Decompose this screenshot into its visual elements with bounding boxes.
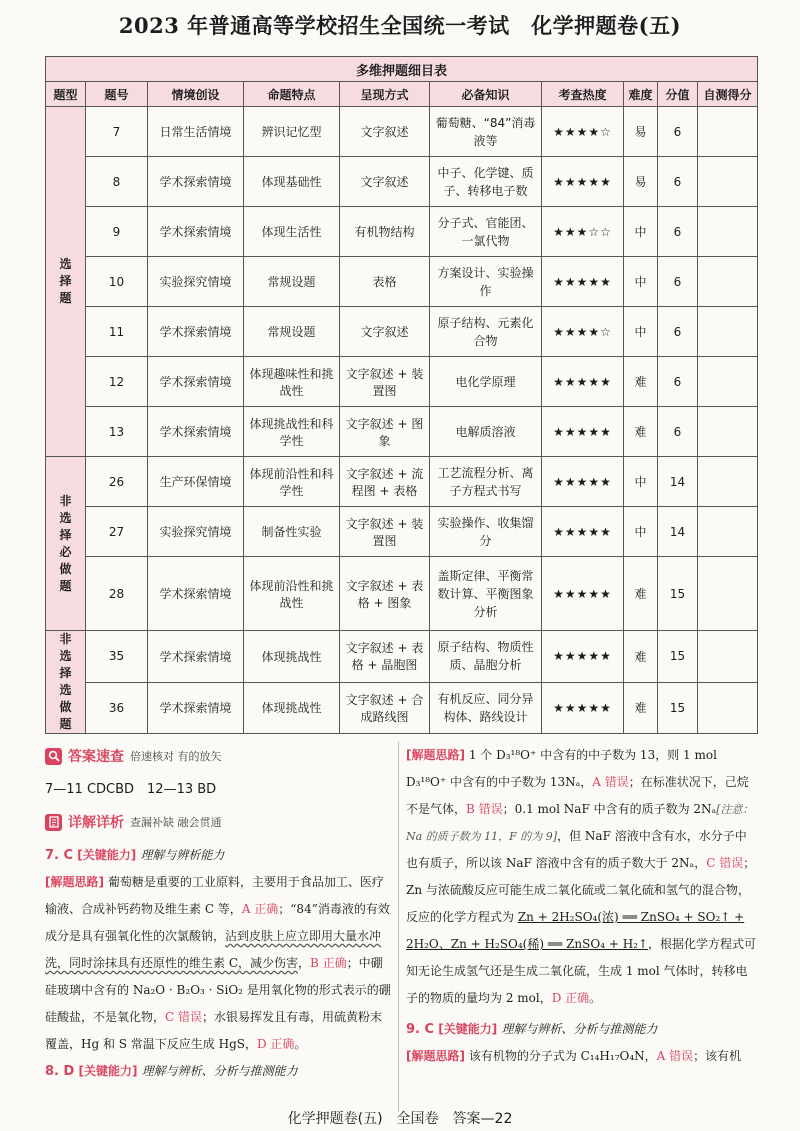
q7-text-1: 葡萄糖是重要的工业原料，主要用于食品加工、医疗输液、合成补钙药物及维生素 C 等，: [45, 875, 384, 916]
q9-heading: [406, 1016, 758, 1043]
knowledge-cell: 葡萄糖、“84”消毒液等: [430, 107, 542, 157]
form-cell: 文字叙述 + 图象: [340, 407, 430, 457]
quick-answer-subtitle: 倍速核对 有的放矢: [130, 750, 222, 763]
heat-stars: ★★★★★: [542, 557, 624, 631]
q7-judge-a: A 正确: [241, 902, 279, 916]
context-cell: 学术探索情境: [148, 207, 244, 257]
feature-cell: 制备性实验: [244, 507, 340, 557]
form-cell: 文字叙述 + 流程图 + 表格: [340, 457, 430, 507]
difficulty-cell: 易: [624, 157, 658, 207]
form-cell: 文字叙述 + 装置图: [340, 357, 430, 407]
q8-number: 8. D: [45, 1064, 75, 1079]
feature-cell: 体现挑战性: [244, 631, 340, 683]
self-score-cell[interactable]: [698, 107, 758, 157]
heat-stars: ★★★☆☆: [542, 207, 624, 257]
score-cell: 6: [658, 307, 698, 357]
feature-cell: 体现挑战性: [244, 682, 340, 734]
self-score-cell[interactable]: [698, 157, 758, 207]
q7-heading: [45, 842, 393, 869]
exam-spec-table: [45, 56, 757, 734]
difficulty-cell: 中: [624, 207, 658, 257]
heat-stars: ★★★★★: [542, 631, 624, 683]
q8-text-2: ；在标准状况下，己烷不是气体，: [406, 775, 749, 816]
table-row: [46, 107, 758, 157]
quick-answer-header: [45, 746, 222, 766]
form-cell: 文字叙述 + 表格 + 图象: [340, 557, 430, 631]
context-cell: 学术探索情境: [148, 682, 244, 734]
difficulty-cell: 难: [624, 357, 658, 407]
q8-heading: [45, 1058, 393, 1085]
heat-stars: ★★★★★: [542, 682, 624, 734]
feature-cell: 体现基础性: [244, 157, 340, 207]
feature-cell: 体现挑战性和科学性: [244, 407, 340, 457]
column-header: 必备知识: [430, 82, 542, 107]
question-type-label: 选择题: [59, 257, 72, 305]
score-cell: 15: [658, 682, 698, 734]
score-cell: 15: [658, 631, 698, 683]
self-score-cell[interactable]: [698, 207, 758, 257]
knowledge-cell: 有机反应、同分异构体、路线设计: [430, 682, 542, 734]
q8-judge-c: C 错误: [706, 856, 744, 870]
score-cell: 6: [658, 157, 698, 207]
q7-judge-b: B 正确: [310, 956, 347, 970]
form-cell: 文字叙述 + 装置图: [340, 507, 430, 557]
table-row: [46, 357, 758, 407]
self-score-cell[interactable]: [698, 682, 758, 734]
q8-note: [注意：Na 的质子数为 11，F 的为 9]: [406, 803, 754, 843]
context-cell: 学术探索情境: [148, 557, 244, 631]
context-cell: 学术探索情境: [148, 357, 244, 407]
q8-end: 。: [589, 991, 602, 1005]
q8-explanation: [406, 742, 758, 1012]
knowledge-cell: 电化学原理: [430, 357, 542, 407]
difficulty-cell: 难: [624, 407, 658, 457]
q9-judge-a: A 错误: [656, 1049, 694, 1063]
q8-judge-d: D 正确: [551, 991, 590, 1005]
question-type-cell: [46, 107, 86, 457]
column-header: 呈现方式: [340, 82, 430, 107]
difficulty-cell: 中: [624, 507, 658, 557]
q7-text-2b: 沾到皮肤上应立即用大量水冲洗，同时涂抹具有还原性的维生素 C，减少伤害: [45, 929, 382, 970]
feature-cell: 体现前沿性和科学性: [244, 457, 340, 507]
q7-text-2: ；“84”消毒液的有效成分是具有强氧化性的次氯酸钠，: [45, 902, 390, 943]
detail-title: 详解详析: [68, 815, 124, 831]
question-number: 28: [86, 557, 148, 631]
difficulty-cell: 难: [624, 557, 658, 631]
q7-explanation: [解题思路] 葡萄糖是重要的工业原料，主要用于食品加工、医疗输液、合成补钙药物及维生素 C 等，A 正确；“84”消毒液的有效成分是具有强氧化性的次氯酸钠，沾到皮肤上应立即用大量水冲洗，同时涂抹具有还原性的维生素 C，减少伤害，B 正确；中硼硅玻璃中含有的 Na₂O · B₂O₃ · SiO₂ 是用氧化物的形式表示的硼硅酸盐，不是氧化物，C 错误；水银易挥发且有毒，用硫黄粉末覆盖，Hg 和 S 常温下反应生成 HgS，D 正确。: [45, 875, 391, 1051]
table-row: [46, 682, 758, 734]
right-column: [406, 742, 758, 1070]
feature-cell: 常规设题: [244, 257, 340, 307]
knowledge-cell: 实验操作、收集馏分: [430, 507, 542, 557]
context-cell: 实验探究情境: [148, 507, 244, 557]
context-cell: 生产环保情境: [148, 457, 244, 507]
q7-solution-tag: [解题思路]: [45, 875, 104, 889]
q7-judge-d: D 正确: [257, 1037, 295, 1051]
score-cell: 6: [658, 207, 698, 257]
q8-judge-b: B 错误: [466, 802, 503, 816]
knowledge-cell: 方案设计、实验操作: [430, 257, 542, 307]
column-header: 题号: [86, 82, 148, 107]
q8-text-6: ，根据化学方程式可知无论生成氢气还是生成二氧化硫，生成 1 mol 气体时，转移电子的物质的量均为 2 mol，: [406, 937, 757, 1005]
quick-answer-title: 答案速查: [68, 749, 124, 765]
context-cell: 学术探索情境: [148, 407, 244, 457]
q7-ability: 理解与辨析能力: [140, 848, 225, 862]
question-number: 26: [86, 457, 148, 507]
column-header: 考查热度: [542, 82, 624, 107]
page-title: 2023 年普通高等学校招生全国统一考试 化学押题卷(五): [118, 13, 682, 38]
form-cell: 文字叙述 + 合成路线图: [340, 682, 430, 734]
q8-solution-tag: [解题思路]: [406, 748, 465, 762]
q8-text-4: ，但 NaF 溶液中含有水，水分子中也有质子，所以该 NaF 溶液中含有的质子数大于 2Nₐ，: [406, 829, 747, 870]
heat-stars: ★★★★★: [542, 507, 624, 557]
table-row: [46, 407, 758, 457]
heat-stars: ★★★★★: [542, 457, 624, 507]
table-row: [46, 207, 758, 257]
knowledge-cell: 盖斯定律、平衡常数计算、平衡图象分析: [430, 557, 542, 631]
form-cell: 有机物结构: [340, 207, 430, 257]
knowledge-cell: 分子式、官能团、一氯代物: [430, 207, 542, 257]
magnifier-icon: [45, 748, 62, 765]
score-cell: 6: [658, 357, 698, 407]
score-cell: 6: [658, 107, 698, 157]
knowledge-cell: 原子结构、物质性质、晶胞分析: [430, 631, 542, 683]
q8-ability-tag: [关键能力]: [78, 1064, 138, 1078]
feature-cell: 体现生活性: [244, 207, 340, 257]
column-header: 命题特点: [244, 82, 340, 107]
question-type-label: 非选择必做题: [59, 493, 72, 593]
column-header: 情境创设: [148, 82, 244, 107]
question-number: 27: [86, 507, 148, 557]
difficulty-cell: 中: [624, 457, 658, 507]
heat-stars: ★★★★★: [542, 157, 624, 207]
heat-stars: ★★★★☆: [542, 107, 624, 157]
table-row: [46, 257, 758, 307]
self-score-cell[interactable]: [698, 507, 758, 557]
q8-text-5: ；Zn 与浓硫酸反应可能生成二氧化硫或二氧化硫和氢气的混合物，反应的化学方程式为: [406, 856, 756, 924]
feature-cell: 辨识记忆型: [244, 107, 340, 157]
q9-explanation: [406, 1043, 758, 1070]
question-number: 35: [86, 631, 148, 683]
form-cell: 文字叙述: [340, 107, 430, 157]
form-cell: 文字叙述: [340, 157, 430, 207]
q8-equations: Zn + 2H₂SO₄(浓) ══ ZnSO₄ + SO₂↑ + 2H₂O、Zn + H₂SO₄(稀) ══ ZnSO₄ + H₂↑: [406, 910, 745, 951]
question-number: 7: [86, 107, 148, 157]
question-number: 12: [86, 357, 148, 407]
q7-text-4: ；水银易挥发且有毒，用硫黄粉末覆盖，Hg 和 S 常温下反应生成 HgS，: [45, 1010, 383, 1051]
table-row: [46, 507, 758, 557]
self-score-cell[interactable]: [698, 257, 758, 307]
q7-end: 。: [294, 1037, 307, 1051]
score-cell: 14: [658, 507, 698, 557]
knowledge-cell: 中子、化学键、质子、转移电子数: [430, 157, 542, 207]
feature-cell: 常规设题: [244, 307, 340, 357]
self-score-cell[interactable]: [698, 457, 758, 507]
column-header: 分值: [658, 82, 698, 107]
question-number: 11: [86, 307, 148, 357]
q8-ability: 理解与辨析、分析与推测能力: [141, 1064, 298, 1078]
knowledge-cell: 原子结构、元素化合物: [430, 307, 542, 357]
score-cell: 6: [658, 407, 698, 457]
column-divider: [398, 742, 399, 1112]
difficulty-cell: 中: [624, 307, 658, 357]
detail-header: [45, 812, 222, 832]
q8-text-1: 1 个 D₃¹⁸O⁺ 中含有的中子数为 13，则 1 mol D₃¹⁸O⁺ 中含有的中子数为 13Nₐ，: [406, 748, 717, 789]
question-number: 13: [86, 407, 148, 457]
knowledge-cell: 电解质溶液: [430, 407, 542, 457]
q7-judge-c: C 错误: [165, 1010, 203, 1024]
self-score-cell[interactable]: [698, 557, 758, 631]
context-cell: 实验探究情境: [148, 257, 244, 307]
q9-text-2: ；该有机: [693, 1049, 742, 1063]
difficulty-cell: 难: [624, 682, 658, 734]
question-number: 36: [86, 682, 148, 734]
question-type-cell: [46, 631, 86, 734]
score-cell: 15: [658, 557, 698, 631]
self-score-cell[interactable]: [698, 307, 758, 357]
table-row: [46, 307, 758, 357]
table-row: [46, 457, 758, 507]
column-header: 难度: [624, 82, 658, 107]
feature-cell: 体现前沿性和挑战性: [244, 557, 340, 631]
question-number: 10: [86, 257, 148, 307]
page-footer: 化学押题卷(五) 全国卷 答案—22: [287, 1111, 513, 1127]
q9-solution-tag: [解题思路]: [406, 1049, 465, 1063]
self-score-cell[interactable]: [698, 407, 758, 457]
q9-number: 9. C: [406, 1022, 435, 1037]
score-cell: 6: [658, 257, 698, 307]
question-number: 8: [86, 157, 148, 207]
table-row: [46, 157, 758, 207]
difficulty-cell: 难: [624, 631, 658, 683]
table-row: [46, 631, 758, 683]
context-cell: 学术探索情境: [148, 157, 244, 207]
form-cell: 表格: [340, 257, 430, 307]
quick-answers: 7—11 CDCBD 12—13 BD: [45, 782, 217, 797]
q9-ability-tag: [关键能力]: [438, 1022, 498, 1036]
q7-ability-tag: [关键能力]: [77, 848, 137, 862]
self-score-cell[interactable]: [698, 357, 758, 407]
q8-text-3: ；0.1 mol NaF 中含有的质子数为 2Nₐ: [502, 802, 717, 816]
question-number: 9: [86, 207, 148, 257]
q7-text-3: ；中硼硅玻璃中含有的 Na₂O · B₂O₃ · SiO₂ 是用氧化物的形式表示的硼硅酸盐，不是氧化物，: [45, 956, 391, 1024]
document-icon: [45, 814, 62, 831]
q7-number: 7. C: [45, 848, 74, 863]
heat-stars: ★★★★☆: [542, 307, 624, 357]
question-type-label: 非选择选做题: [59, 632, 72, 731]
context-cell: 学术探索情境: [148, 307, 244, 357]
self-score-cell[interactable]: [698, 631, 758, 683]
column-header: 题型: [46, 82, 86, 107]
difficulty-cell: 易: [624, 107, 658, 157]
heat-stars: ★★★★★: [542, 407, 624, 457]
table-row: [46, 557, 758, 631]
score-cell: 14: [658, 457, 698, 507]
knowledge-cell: 工艺流程分析、离子方程式书写: [430, 457, 542, 507]
q8-judge-a: A 错误: [592, 775, 629, 789]
context-cell: 日常生活情境: [148, 107, 244, 157]
q9-ability: 理解与辨析、分析与推测能力: [501, 1022, 658, 1036]
q9-text-1: 该有机物的分子式为 C₁₄H₁₇O₄N，: [468, 1049, 657, 1063]
difficulty-cell: 中: [624, 257, 658, 307]
table-caption: 多维押题细目表: [46, 57, 758, 82]
heat-stars: ★★★★★: [542, 357, 624, 407]
column-header: 自测得分: [698, 82, 758, 107]
form-cell: 文字叙述 + 表格 + 晶胞图: [340, 631, 430, 683]
left-column: [45, 842, 393, 1085]
question-type-cell: [46, 457, 86, 631]
feature-cell: 体现趣味性和挑战性: [244, 357, 340, 407]
detail-subtitle: 查漏补缺 融会贯通: [130, 816, 222, 829]
form-cell: 文字叙述: [340, 307, 430, 357]
heat-stars: ★★★★★: [542, 257, 624, 307]
context-cell: 学术探索情境: [148, 631, 244, 683]
